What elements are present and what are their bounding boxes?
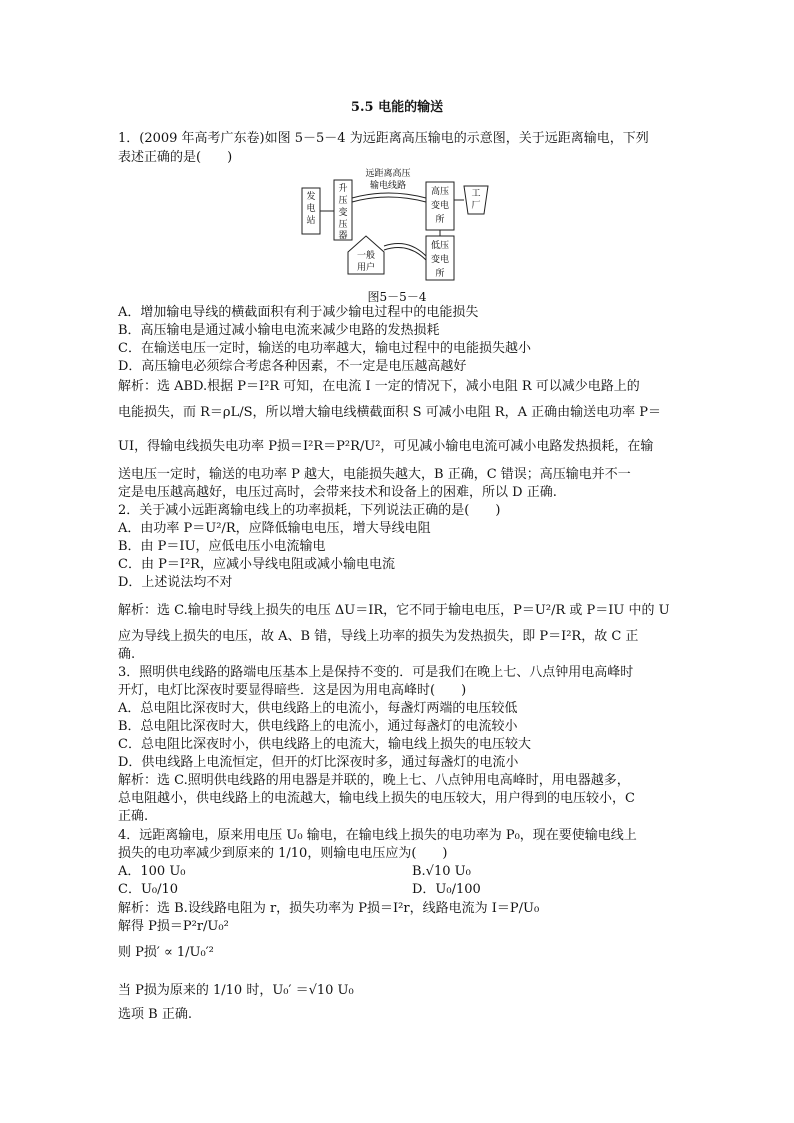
svg-text:一般: 一般 xyxy=(356,251,376,261)
q3-option-c: C．总电阻比深夜时小，供电线路上的电流大，输电线上损失的电压较大 xyxy=(118,737,531,752)
q2-answer-line3: 确. xyxy=(118,647,136,662)
svg-text:输电线路: 输电线路 xyxy=(369,181,407,191)
svg-text:变电: 变电 xyxy=(430,255,450,265)
svg-text:工: 工 xyxy=(471,189,481,199)
svg-text:所: 所 xyxy=(435,215,445,225)
q1-answer-line3: UI，得输电线损失电功率 P损＝I²R＝P²R/U²，可见减小输电电流可减小电路发热损耗，在输 xyxy=(118,439,654,454)
svg-text:远距离高压: 远距离高压 xyxy=(365,169,411,179)
svg-text:高压: 高压 xyxy=(430,187,450,197)
q1-answer-line4: 送电压一定时，输送的电功率 P 越大，电能损失越大，B 正确，C 错误；高压输电并不一 xyxy=(118,467,631,482)
q4-option-a: A．100 U₀ xyxy=(118,864,186,879)
svg-text:压: 压 xyxy=(338,196,348,206)
svg-text:变电: 变电 xyxy=(430,201,450,211)
q3-answer-line1: 解析：选 C.照明供电线路的用电器是并联的，晚上七、八点钟用电高峰时，用电器越多， xyxy=(118,773,630,788)
transmission-diagram xyxy=(298,166,498,282)
q3-stem-line1: 3．照明供电线路的路端电压基本上是保持不变的．可是我们在晚上七、八点钟用电高峰时 xyxy=(118,665,634,680)
q1-answer-line1: 解析：选 ABD.根据 P＝I²R 可知，在电流 I 一定的情况下，减小电阻 R 可以减少电路上的 xyxy=(118,379,640,394)
q2-option-a: A．由功率 P＝U²/R，应降低输电电压，增大导线电阻 xyxy=(118,521,431,536)
svg-text:厂: 厂 xyxy=(471,201,481,211)
svg-text:站: 站 xyxy=(306,216,316,226)
svg-text:所: 所 xyxy=(435,269,445,279)
q2-answer-line2: 应为导线上损失的电压，故 A、B 错，导线上功率的损失为发热损失，即 P＝I²R，故 C 正 xyxy=(118,629,639,644)
q1-answer-line5: 定是电压越高越好，电压过高时，会带来技术和设备上的困难，所以 D 正确. xyxy=(118,485,557,500)
q2-stem: 2．关于减小远距离输电线上的功率损耗，下列说法正确的是( ) xyxy=(118,503,501,518)
q1-answer-line2: 电能损失，而 R＝ρL/S，所以增大输电线横截面积 S 可减小电阻 R，A 正确由输送电功率 P＝ xyxy=(118,405,661,420)
q2-answer-line1: 解析：选 C.输电时导线上损失的电压 ΔU＝IR，它不同于输电电压，P＝U²/R 或 P＝IU 中的 U xyxy=(118,603,670,618)
q3-answer-line3: 正确. xyxy=(118,809,149,824)
page-title: 5.5 电能的输送 xyxy=(350,100,444,115)
q2-option-b: B．由 P＝IU，应低电压小电流输电 xyxy=(118,539,326,554)
q4-stem-line1: 4．远距离输电，原来用电压 U₀ 输电，在输电线上损失的电功率为 P₀，现在要使输电线上 xyxy=(118,828,637,843)
q1-option-b: B．高压输电是通过减小输电电流来减少电路的发热损耗 xyxy=(118,323,440,338)
q4-stem-line2: 损失的电功率减少到原来的 1/10，则输电电压应为( ) xyxy=(118,846,448,861)
q3-option-b: B．总电阻比深夜时大，供电线路上的电流小，通过每盏灯的电流较小 xyxy=(118,719,518,734)
q4-answer-line3: 则 P损′ ∝ 1/U₀′² xyxy=(118,945,214,960)
q3-option-a: A．总电阻比深夜时大，供电线路上的电流小，每盏灯两端的电压较低 xyxy=(118,701,518,716)
q2-option-c: C．由 P＝I²R，应减小导线电阻或减小输电电流 xyxy=(118,557,395,572)
svg-text:低压: 低压 xyxy=(430,241,450,251)
svg-text:发: 发 xyxy=(306,192,316,202)
q4-answer-line2: 解得 P损＝P²r/U₀² xyxy=(118,919,229,934)
q4-answer-line4: 当 P损为原来的 1/10 时，U₀′ ＝√10 U₀ xyxy=(118,983,354,998)
figure-caption: 图5－5－4 xyxy=(367,290,427,304)
q1-stem-line1: 1．(2009 年高考广东卷)如图 5－5－4 为远距离高压输电的示意图，关于远距离输电，下列 xyxy=(118,131,649,146)
q1-stem-line2: 表述正确的是( ) xyxy=(118,150,233,165)
svg-text:电: 电 xyxy=(306,204,316,214)
q3-stem-line2: 开灯，电灯比深夜时要显得暗些．这是因为用电高峰时( ) xyxy=(118,683,467,698)
q4-option-b: B.√10 U₀ xyxy=(412,864,471,879)
svg-text:升: 升 xyxy=(338,184,348,194)
q1-option-d: D．高压输电必须综合考虑各种因素，不一定是电压越高越好 xyxy=(118,359,467,374)
q4-answer-line5: 选项 B 正确. xyxy=(118,1007,192,1022)
q3-answer-line2: 总电阻越小，供电线路上的电流越大，输电线上损失的电压较大，用户得到的电压较小，C xyxy=(118,791,635,806)
svg-text:压: 压 xyxy=(338,220,348,230)
svg-text:器: 器 xyxy=(338,231,348,241)
q1-option-a: A．增加输电导线的横截面积有利于减少输电过程中的电能损失 xyxy=(118,305,479,320)
svg-text:变: 变 xyxy=(338,208,348,218)
q3-option-d: D．供电线路上电流恒定，但开的灯比深夜时多，通过每盏灯的电流小 xyxy=(118,755,519,770)
q1-option-c: C．在输送电压一定时，输送的电功率越大，输电过程中的电能损失越小 xyxy=(118,341,531,356)
q2-option-d: D．上述说法均不对 xyxy=(118,575,233,590)
q4-answer-line1: 解析：选 B.设线路电阻为 r，损失功率为 P损＝I²r，线路电流为 I＝P/U₀ xyxy=(118,901,540,916)
svg-text:用户: 用户 xyxy=(356,263,376,273)
q4-option-d: D．U₀/100 xyxy=(412,882,481,897)
q4-option-c: C．U₀/10 xyxy=(118,882,179,897)
